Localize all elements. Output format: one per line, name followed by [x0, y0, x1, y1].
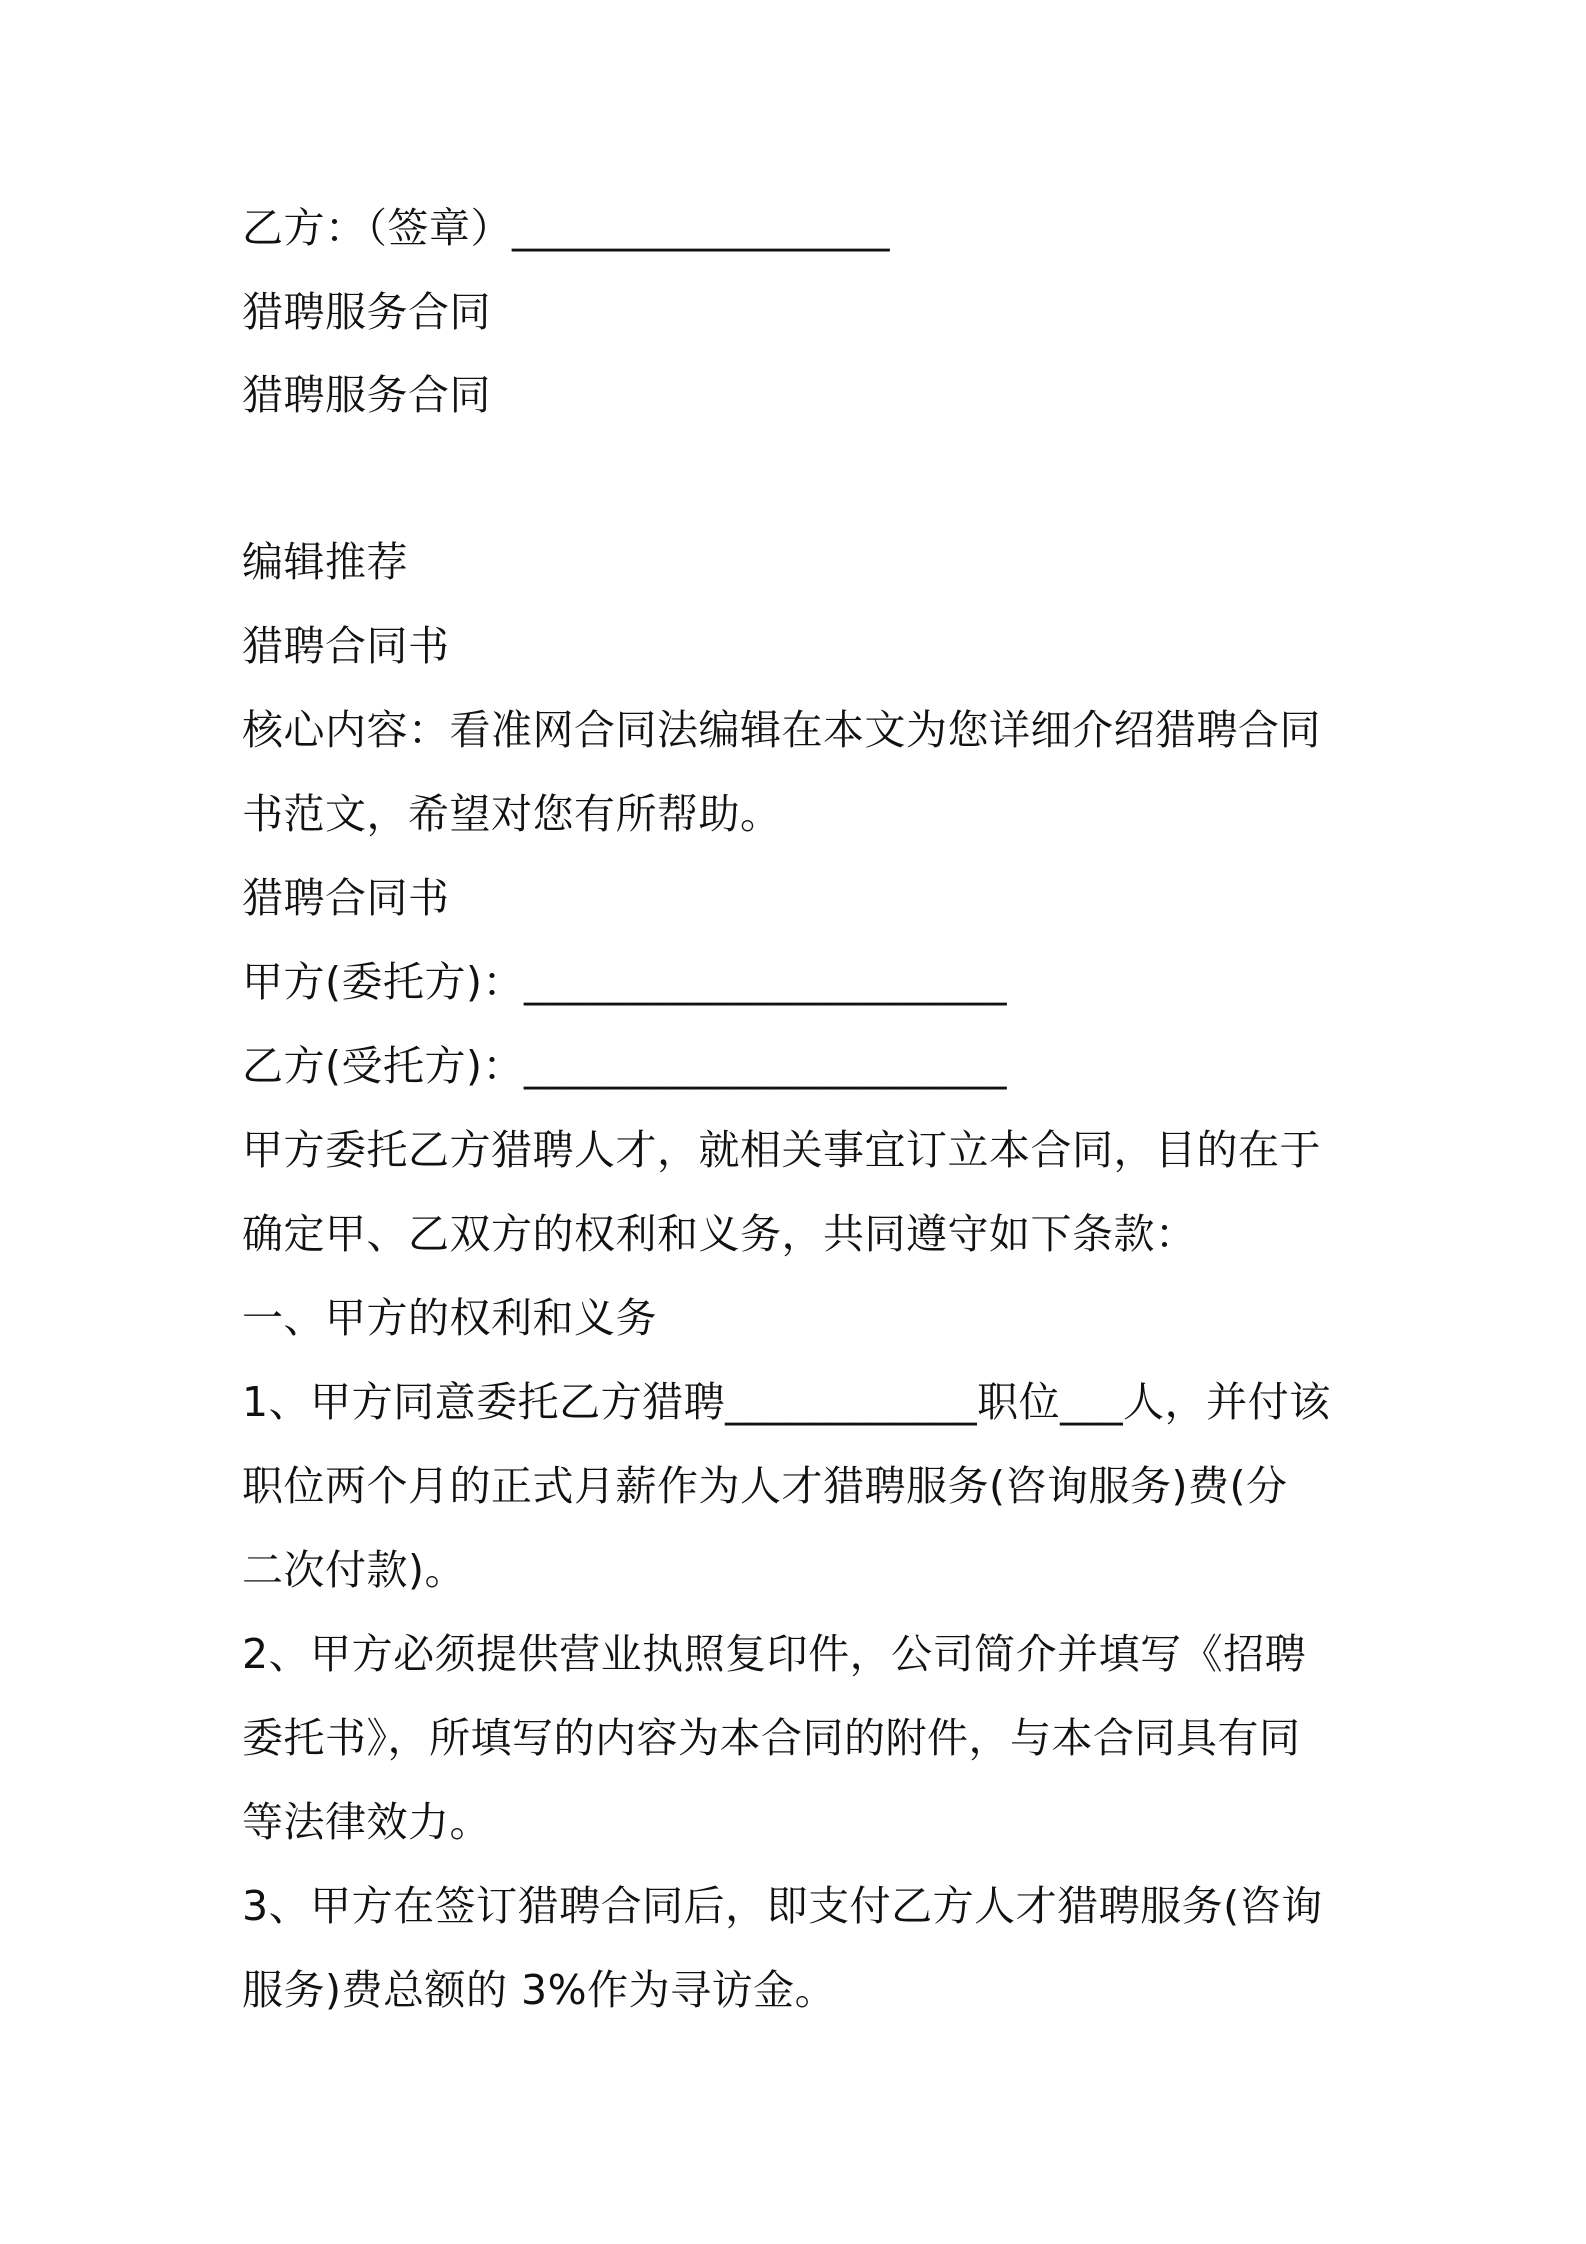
clause-2-line-3: 等法律效力。 — [242, 1798, 491, 1846]
core-content-line-2: 书范文，希望对您有所帮助。 — [242, 790, 782, 838]
clause-1-line-3: 二次付款)。 — [242, 1546, 466, 1594]
clause-1-line-1: 1、甲方同意委托乙方猎聘____________职位___人，并付该 — [242, 1378, 1331, 1426]
preamble-line-2: 确定甲、乙双方的权利和义务，共同遵守如下条款： — [242, 1210, 1197, 1258]
party-b-signature-line: 乙方：（签章）__________________ — [242, 204, 890, 252]
contract-title-repeat: 猎聘服务合同 — [242, 371, 491, 419]
party-b-field: 乙方(受托方)：_______________________ — [242, 1042, 1007, 1090]
core-content-line-1: 核心内容：看准网合同法编辑在本文为您详细介绍猎聘合同 — [242, 706, 1321, 754]
section-title: 猎聘合同书 — [242, 874, 450, 922]
clause-2-line-1: 2、甲方必须提供营业执照复印件，公司简介并填写《招聘 — [242, 1630, 1307, 1678]
editor-recommend-heading: 编辑推荐 — [242, 538, 408, 586]
clause-heading: 一、甲方的权利和义务 — [242, 1294, 657, 1342]
preamble-line-1: 甲方委托乙方猎聘人才，就相关事宜订立本合同，目的在于 — [242, 1126, 1321, 1174]
contract-title: 猎聘服务合同 — [242, 288, 491, 336]
clause-1-line-2: 职位两个月的正式月薪作为人才猎聘服务(咨询服务)费(分 — [242, 1462, 1288, 1510]
recommended-title: 猎聘合同书 — [242, 622, 450, 670]
clause-3-line-2: 服务)费总额的 3%作为寻访金。 — [242, 1966, 837, 2014]
clause-3-line-1: 3、甲方在签订猎聘合同后，即支付乙方人才猎聘服务(咨询 — [242, 1882, 1323, 1930]
clause-2-line-2: 委托书》，所填写的内容为本合同的附件，与本合同具有同 — [242, 1714, 1301, 1762]
party-a-field: 甲方(委托方)：_______________________ — [242, 958, 1007, 1006]
